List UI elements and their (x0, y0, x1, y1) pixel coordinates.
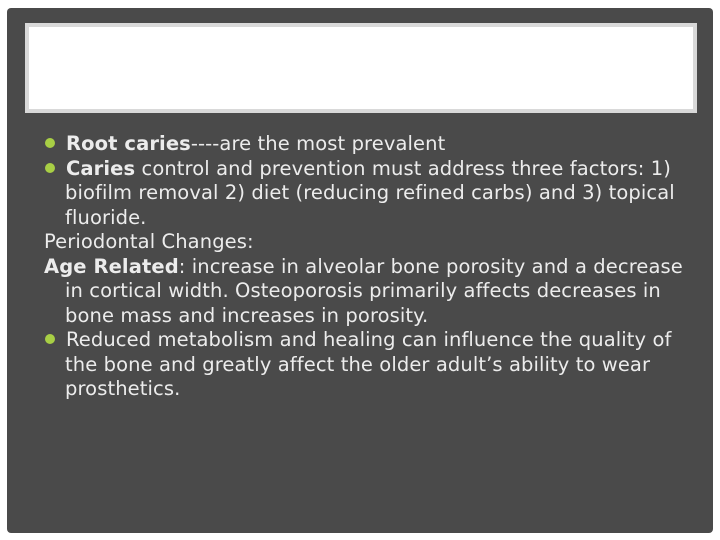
age-related-term: Age Related (44, 254, 179, 278)
age-related-text: : increase in alveolar bone porosity and a decrease in cortical width. Osteoporosis primarily affects decreases in bone mass and increases in porosity. (65, 254, 683, 327)
title-placeholder (25, 23, 697, 113)
caries-text: control and prevention must address three factors: 1) biofilm removal 2) diet (reducing refined carbs) and 3) topical fluoride. (65, 156, 675, 229)
periodontal-heading-text: Periodontal Changes: (44, 230, 254, 253)
bullet-item-root-caries (44, 132, 694, 157)
bullet-icon (45, 334, 55, 344)
bullet-item-caries (44, 157, 694, 231)
metabolism-text: Reduced metabolism and healing can influence the quality of the bone and greatly affect the older adult’s ability to wear prosthetics. (65, 328, 672, 400)
root-caries-term: Root caries (66, 132, 191, 155)
periodontal-heading (44, 230, 694, 255)
bullet-icon (45, 138, 55, 148)
bullet-icon (45, 163, 55, 173)
age-related-paragraph (44, 255, 694, 329)
caries-term: Caries (66, 156, 136, 180)
slide-content (44, 132, 694, 402)
root-caries-text: ----are the most prevalent (190, 132, 446, 155)
slide (7, 8, 713, 533)
bullet-item-metabolism (44, 328, 694, 402)
